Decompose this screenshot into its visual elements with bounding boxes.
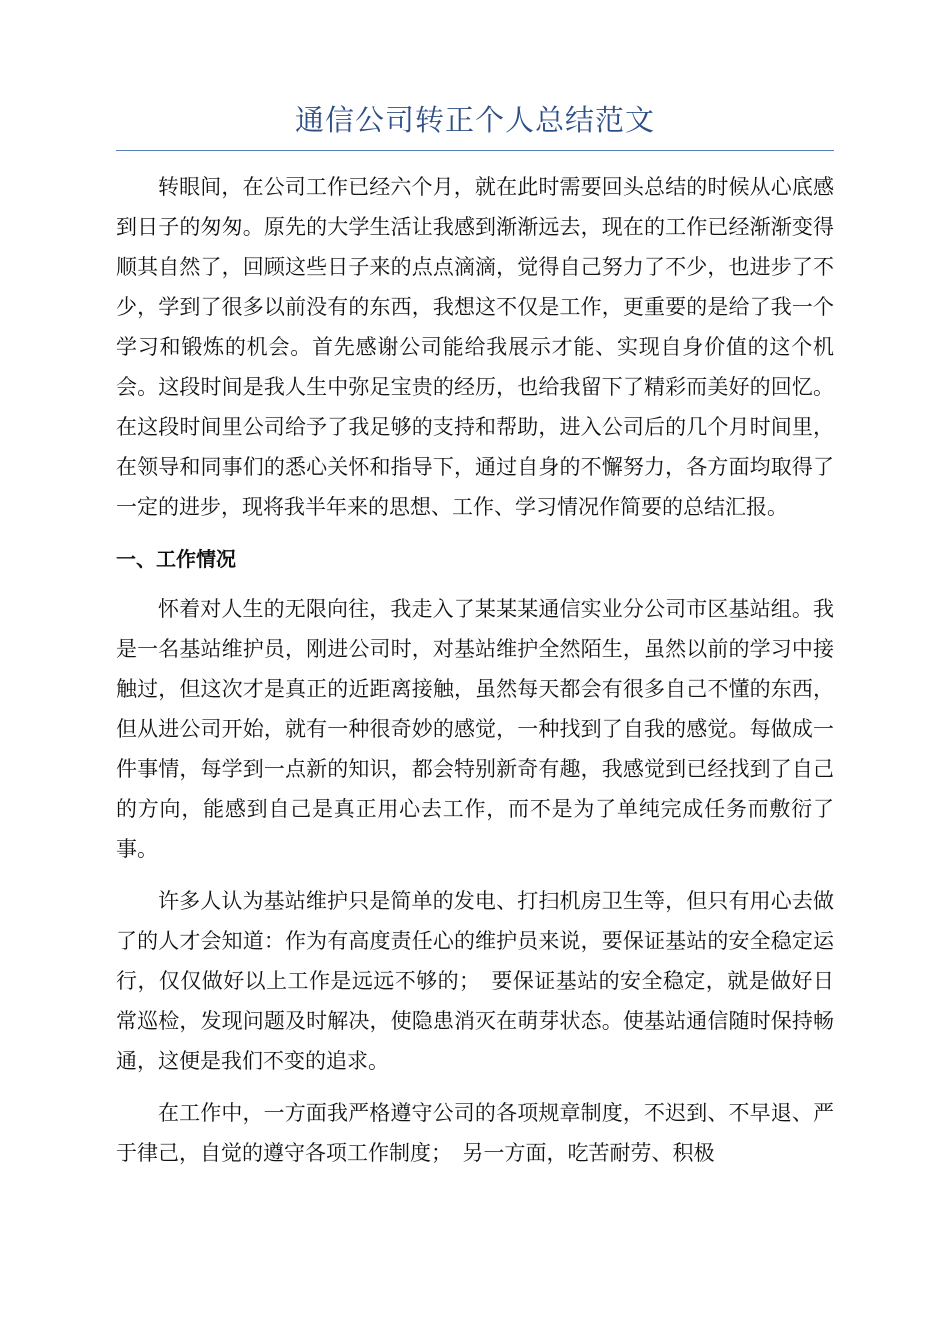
document-title: 通信公司转正个人总结范文 <box>116 100 834 151</box>
section-paragraph-1: 怀着对人生的无限向往，我走入了某某某通信实业分公司市区基站组。我是一名基站维护员，刚进公司时，对基站维护全然陌生，虽然以前的学习中接触过，但这次才是真正的近距离接触，虽然每天都会有很多自己不懂的东西，但从进公司开始，就有一种很奇妙的感觉，一种找到了自我的感觉。每做成一件事情，每学到一点新的知识，都会特别新奇有趣，我感觉到已经找到了自己的方向，能感到自己是真正用心去工作，而不是为了单纯完成任务而敷衍了事。 <box>116 597 834 861</box>
section-paragraph-3: 在工作中，一方面我严格遵守公司的各项规章制度，不迟到、不早退、严于律己，自觉的遵守各项工作制度； 另一方面，吃苦耐劳、积极 <box>116 1101 834 1165</box>
intro-paragraph: 转眼间，在公司工作已经六个月，就在此时需要回头总结的时候从心底感到日子的匆匆。原先的大学生活让我感到渐渐远去，现在的工作已经渐渐变得顺其自然了，回顾这些日子来的点点滴滴，觉得自己努力了不少，也进步了不少，学到了很多以前没有的东西，我想这不仅是工作，更重要的是给了我一个学习和锻炼的机会。首先感谢公司能给我展示才能、实现自身价值的这个机会。这段时间是我人生中弥足宝贵的经历，也给我留下了精彩而美好的回忆。在这段时间里公司给予了我足够的支持和帮助，进入公司后的几个月时间里，在领导和同事们的悉心关怀和指导下，通过自身的不懈努力，各方面均取得了一定的进步，现将我半年来的思想、工作、学习情况作简要的总结汇报。 <box>116 175 834 519</box>
section-paragraph-2: 许多人认为基站维护只是简单的发电、打扫机房卫生等，但只有用心去做了的人才会知道：作为有高度责任心的维护员来说，要保证基站的安全稳定运行，仅仅做好以上工作是远远不够的； 要保证基站的安全稳定，就是做好日常巡检，发现问题及时解决，使隐患消灭在萌芽状态。使基站通信随时保持畅通，这便是我们不变的追求。 <box>116 889 834 1073</box>
section-heading-work: 一、工作情况 <box>116 547 236 571</box>
document-page <box>116 100 834 1185</box>
